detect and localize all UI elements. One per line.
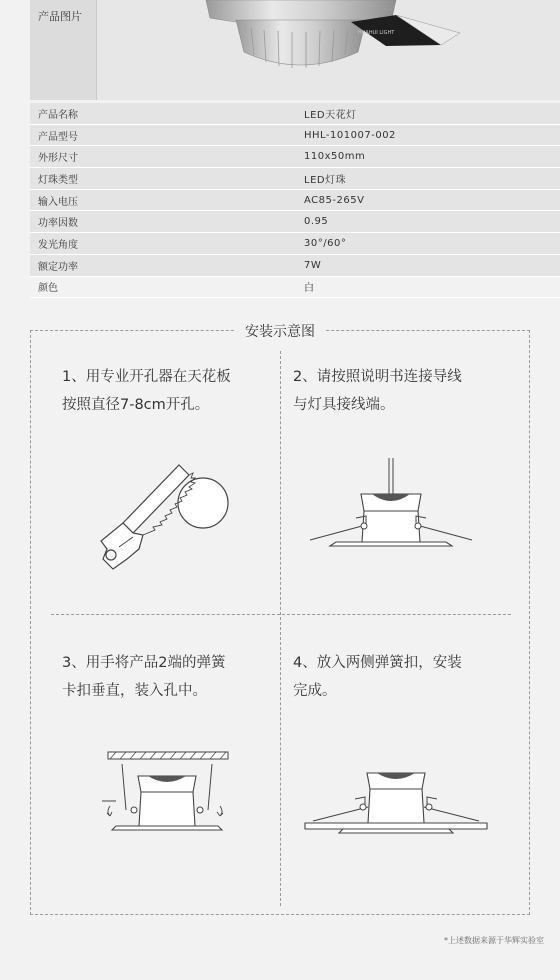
spec-value: 0.95 xyxy=(304,216,329,228)
step-4-line-2: 完成。 xyxy=(293,683,337,699)
spec-key: 产品型号 xyxy=(38,131,78,143)
spec-row xyxy=(30,168,560,190)
spec-row xyxy=(30,103,560,125)
product-photo xyxy=(96,0,560,100)
spec-value: HHL-101007-002 xyxy=(304,129,396,141)
spec-key: 灯珠类型 xyxy=(38,174,78,186)
step-3-line-2: 卡扣垂直，装入孔中。 xyxy=(62,683,207,699)
drilled-hole-icon xyxy=(178,478,228,528)
spec-key: 额定功率 xyxy=(38,261,78,273)
step-1-line-2: 按照直径7-8cm开孔。 xyxy=(62,397,210,413)
product-image-row xyxy=(30,0,560,100)
installation-diagram-box xyxy=(30,324,530,915)
step-2-text xyxy=(293,363,503,419)
spec-row xyxy=(30,190,560,212)
spec-value: LED天花灯 xyxy=(304,109,357,121)
installation-title: 安装示意图 xyxy=(235,321,325,341)
step-3-illustration xyxy=(96,746,236,846)
spec-value: LED灯珠 xyxy=(304,174,347,186)
spec-table xyxy=(30,103,560,298)
spec-row xyxy=(30,233,560,255)
step-1-illustration xyxy=(81,451,241,576)
svg-text:HUAHUI LIGHT: HUAHUI LIGHT xyxy=(358,30,395,36)
step-1-text xyxy=(62,363,272,419)
spec-key: 输入电压 xyxy=(38,196,78,208)
spec-row xyxy=(30,277,560,299)
step-4-illustration xyxy=(303,763,489,843)
step-3-text xyxy=(62,649,272,705)
installed-downlight-icon xyxy=(305,773,487,833)
spec-value: 30°/60° xyxy=(304,237,347,249)
vertical-divider xyxy=(280,351,281,906)
spec-value: 7W xyxy=(304,259,322,271)
spec-row xyxy=(30,211,560,233)
step-1-line-1: 1、用专业开孔器在天花板 xyxy=(62,369,231,385)
spec-value: 110x50mm xyxy=(304,151,366,163)
spec-key: 外形尺寸 xyxy=(38,153,78,165)
data-source-footnote: *上述数据来源于华辉实验室 xyxy=(444,936,544,945)
product-image-label-cell xyxy=(30,0,97,100)
downlight-wiring-icon xyxy=(310,458,472,546)
step-2-line-2: 与灯具接线端。 xyxy=(293,397,395,413)
step-4-line-1: 4、放入两侧弹簧扣，安装 xyxy=(293,655,462,671)
step-2-illustration xyxy=(306,456,476,556)
horizontal-divider xyxy=(51,614,511,615)
spec-key: 发光角度 xyxy=(38,239,78,251)
spec-row xyxy=(30,255,560,277)
spec-row xyxy=(30,146,560,168)
product-image-label: 产品图片 xyxy=(38,10,82,23)
step-4-text xyxy=(293,649,503,705)
spec-key: 产品名称 xyxy=(38,109,78,121)
spec-value: AC85-265V xyxy=(304,194,365,206)
ceiling-insert-icon xyxy=(102,752,228,830)
spec-key: 功率因数 xyxy=(38,218,78,230)
spec-row xyxy=(30,125,560,147)
step-2-line-1: 2、请按照说明书连接导线 xyxy=(293,369,462,385)
spec-key: 颜色 xyxy=(38,283,58,295)
step-3-line-1: 3、用手将产品2端的弹簧 xyxy=(62,655,226,671)
saw-icon xyxy=(101,465,195,569)
spec-value: 白 xyxy=(304,283,315,295)
